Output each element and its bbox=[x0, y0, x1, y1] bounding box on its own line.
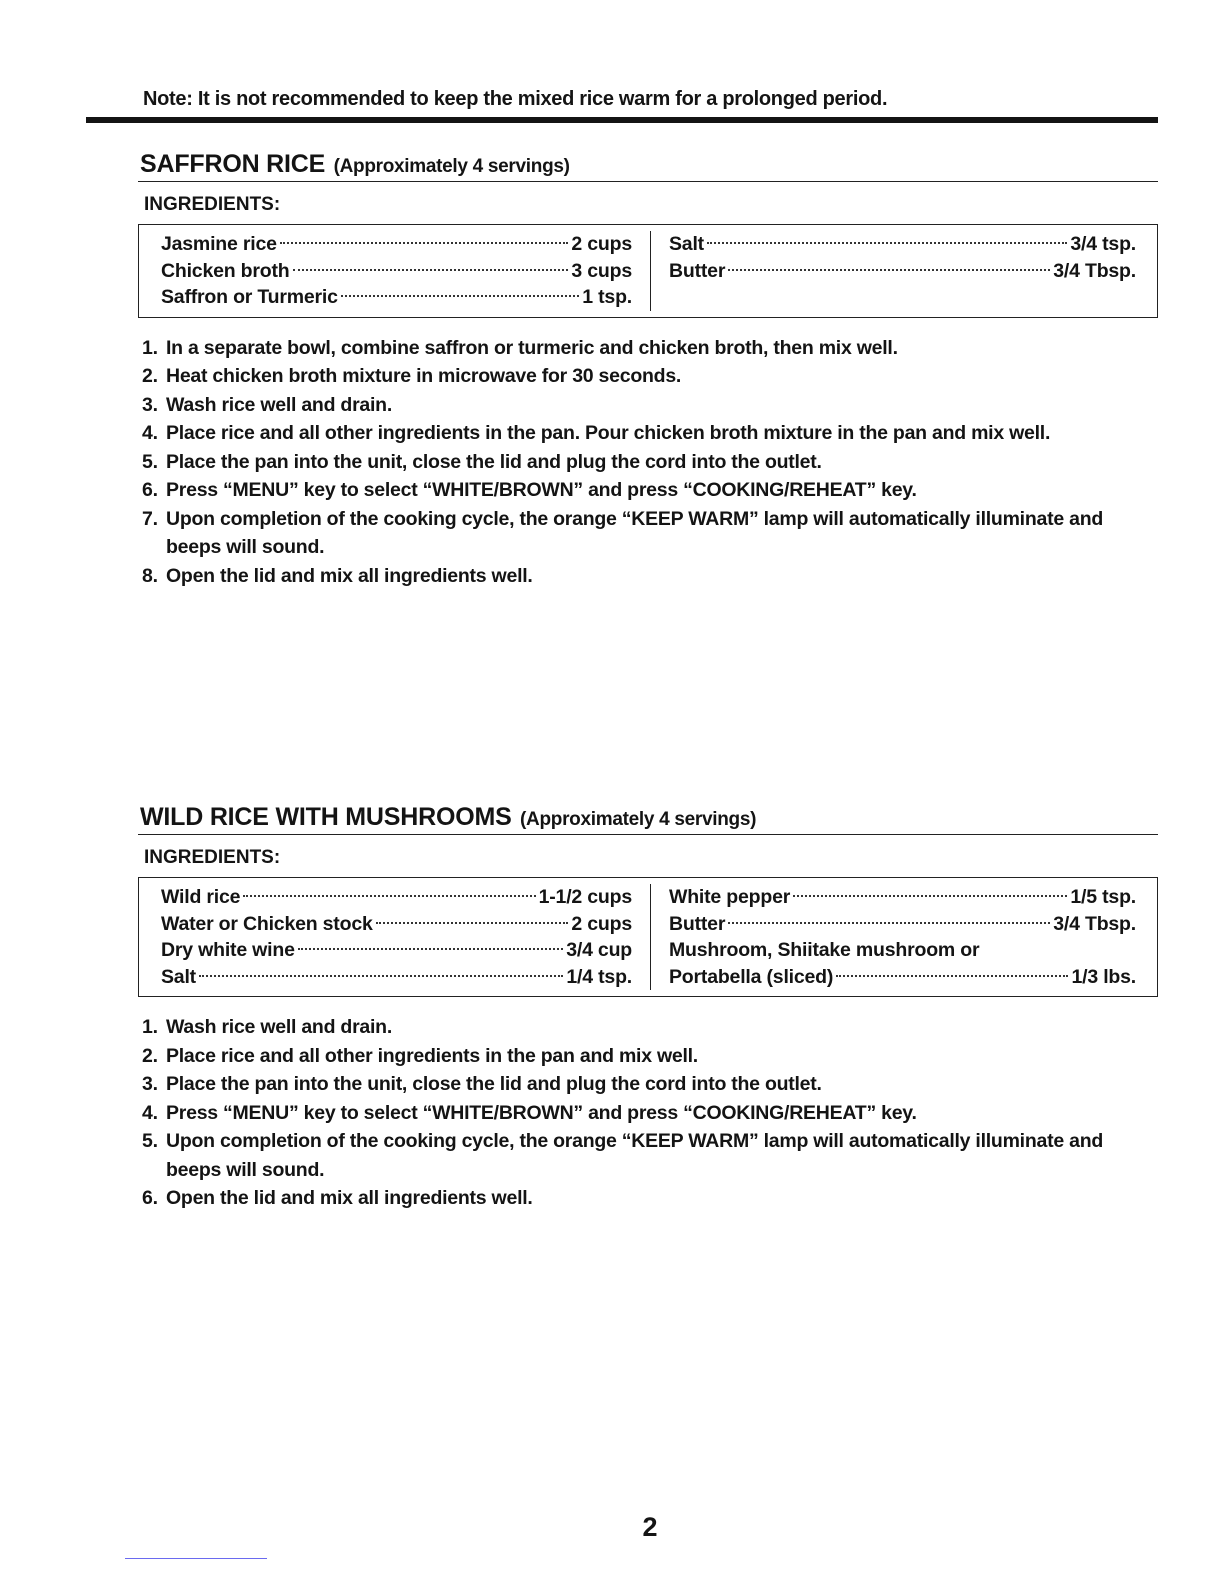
step-item bbox=[142, 1042, 1158, 1071]
ingredient-name: Salt bbox=[161, 965, 196, 988]
ingredient-name: White pepper bbox=[669, 886, 791, 908]
step-number: 6. bbox=[142, 479, 158, 501]
ingredient-amount: 1 tsp. bbox=[582, 286, 632, 308]
step-number: 5. bbox=[142, 450, 158, 473]
step-text: Press “MENU” key to select “WHITE/BROWN” and press “COOKING/REHEAT” key. bbox=[166, 479, 917, 501]
step-number: 3. bbox=[142, 1073, 158, 1095]
ingredients-left-column bbox=[139, 231, 651, 311]
step-number: 7. bbox=[142, 507, 158, 530]
step-item bbox=[142, 419, 1158, 448]
ingredient-name: Butter bbox=[669, 259, 726, 282]
ingredient-name: Butter bbox=[669, 912, 726, 935]
step-number: 2. bbox=[142, 365, 158, 387]
ingredient-amount: 3/4 tsp. bbox=[1070, 233, 1136, 255]
leader-dots bbox=[836, 975, 1068, 977]
step-number: 4. bbox=[142, 422, 158, 444]
step-number: 3. bbox=[142, 393, 158, 416]
ingredient-amount: 3/4 Tbsp. bbox=[1053, 912, 1136, 935]
recipe-title: SAFFRON RICE bbox=[140, 150, 326, 178]
ingredient-name: Saffron or Turmeric bbox=[161, 286, 338, 308]
step-text: Upon completion of the cooking cycle, the orange “KEEP WARM” lamp will automatically illuminate and beeps will sound. bbox=[166, 507, 1104, 558]
step-text: Wash rice well and drain. bbox=[166, 393, 393, 416]
step-number: 2. bbox=[142, 1044, 158, 1067]
ingredient-amount: 1/5 tsp. bbox=[1070, 886, 1136, 908]
ingredient-row bbox=[161, 964, 632, 991]
step-text: Place rice and all other ingredients in the pan. Pour chicken broth mixture in the pan and mix well. bbox=[166, 422, 1051, 444]
step-number: 8. bbox=[142, 564, 158, 587]
ingredient-row bbox=[161, 911, 632, 938]
step-item bbox=[142, 334, 1158, 363]
step-item bbox=[142, 1070, 1158, 1099]
leader-dots bbox=[293, 269, 569, 271]
leader-dots bbox=[280, 242, 569, 244]
step-number: 5. bbox=[142, 1130, 158, 1152]
ingredient-row bbox=[161, 937, 632, 964]
steps-list bbox=[142, 1013, 1158, 1213]
ingredient-name: Jasmine rice bbox=[161, 233, 277, 255]
step-item bbox=[142, 562, 1158, 591]
ingredient-amount: 3/4 Tbsp. bbox=[1053, 259, 1136, 282]
step-number: 4. bbox=[142, 1101, 158, 1124]
ingredients-table bbox=[138, 224, 1158, 318]
ingredient-row bbox=[669, 964, 1136, 991]
ingredient-row bbox=[669, 258, 1136, 285]
ingredient-name: Chicken broth bbox=[161, 259, 290, 282]
leader-dots bbox=[243, 895, 535, 897]
step-text: Heat chicken broth mixture in microwave for 30 seconds. bbox=[166, 365, 682, 387]
step-number: 1. bbox=[142, 1016, 158, 1038]
step-item bbox=[142, 1099, 1158, 1128]
ingredient-row bbox=[161, 231, 632, 258]
ingredient-amount: 2 cups bbox=[571, 912, 632, 935]
step-item bbox=[142, 448, 1158, 477]
leader-dots bbox=[793, 895, 1067, 897]
step-text: Open the lid and mix all ingredients well. bbox=[166, 564, 533, 587]
ingredient-amount: 2 cups bbox=[571, 233, 632, 255]
ingredient-name: Portabella (sliced) bbox=[669, 965, 834, 988]
footer-divider bbox=[125, 1558, 267, 1559]
page-number: 2 bbox=[642, 1512, 658, 1542]
leader-dots bbox=[376, 922, 569, 924]
leader-dots bbox=[728, 269, 1050, 271]
ingredient-amount: 1/4 tsp. bbox=[566, 965, 632, 988]
step-text: Press “MENU” key to select “WHITE/BROWN” and press “COOKING/REHEAT” key. bbox=[166, 1101, 917, 1124]
ingredients-heading: INGREDIENTS: bbox=[144, 194, 281, 215]
step-item bbox=[142, 476, 1158, 505]
step-number: 6. bbox=[142, 1187, 158, 1209]
leader-dots bbox=[728, 922, 1050, 924]
ingredient-row bbox=[669, 937, 1136, 964]
ingredients-table bbox=[138, 877, 1158, 997]
leader-dots bbox=[707, 242, 1067, 244]
ingredients-heading: INGREDIENTS: bbox=[144, 847, 281, 868]
recipe-title-row bbox=[138, 150, 1158, 182]
step-item bbox=[142, 1184, 1158, 1213]
leader-dots bbox=[199, 975, 563, 977]
recipe-title: WILD RICE WITH MUSHROOMS bbox=[140, 803, 512, 831]
ingredients-left-column bbox=[139, 884, 651, 990]
ingredient-amount: 1/3 lbs. bbox=[1071, 965, 1136, 988]
step-text: Place the pan into the unit, close the lid and plug the cord into the outlet. bbox=[166, 1073, 822, 1095]
ingredient-amount: 3 cups bbox=[571, 259, 632, 282]
ingredient-name: Water or Chicken stock bbox=[161, 912, 373, 935]
step-item bbox=[142, 1127, 1158, 1184]
recipe-saffron-rice bbox=[138, 150, 1158, 590]
ingredient-name: Mushroom, Shiitake mushroom or bbox=[669, 939, 980, 961]
ingredient-name: Dry white wine bbox=[161, 939, 295, 961]
ingredient-row bbox=[161, 884, 632, 911]
recipe-servings: (Approximately 4 servings) bbox=[520, 809, 757, 830]
ingredient-amount: 3/4 cup bbox=[566, 939, 632, 961]
step-text: Place the pan into the unit, close the lid and plug the cord into the outlet. bbox=[166, 450, 822, 473]
note-text: Note: It is not recommended to keep the mixed rice warm for a prolonged period. bbox=[143, 88, 888, 110]
step-item bbox=[142, 1013, 1158, 1042]
steps-list bbox=[142, 334, 1158, 591]
ingredient-row bbox=[161, 284, 632, 311]
ingredient-row bbox=[669, 911, 1136, 938]
note-divider bbox=[86, 117, 1158, 123]
ingredient-name: Salt bbox=[669, 233, 704, 255]
step-number: 1. bbox=[142, 336, 158, 359]
step-item bbox=[142, 391, 1158, 420]
step-text: Wash rice well and drain. bbox=[166, 1016, 393, 1038]
ingredient-name: Wild rice bbox=[161, 886, 241, 908]
step-text: In a separate bowl, combine saffron or turmeric and chicken broth, then mix well. bbox=[166, 336, 898, 359]
ingredients-right-column bbox=[651, 231, 1156, 311]
ingredient-row bbox=[669, 231, 1136, 258]
leader-dots bbox=[341, 295, 579, 297]
ingredient-amount: 1-1/2 cups bbox=[538, 886, 632, 908]
step-item bbox=[142, 505, 1158, 562]
ingredients-right-column bbox=[651, 884, 1156, 990]
recipe-servings: (Approximately 4 servings) bbox=[333, 156, 570, 177]
leader-dots bbox=[298, 948, 563, 950]
recipe-wild-rice-with-mushrooms bbox=[138, 803, 1158, 1213]
recipe-title-row bbox=[138, 803, 1158, 835]
ingredient-row bbox=[669, 884, 1136, 911]
step-item bbox=[142, 362, 1158, 391]
ingredient-row bbox=[161, 258, 632, 285]
step-text: Open the lid and mix all ingredients well. bbox=[166, 1187, 533, 1209]
step-text: Place rice and all other ingredients in the pan and mix well. bbox=[166, 1044, 698, 1067]
step-text: Upon completion of the cooking cycle, the orange “KEEP WARM” lamp will automatically illuminate and beeps will sound. bbox=[166, 1130, 1104, 1181]
